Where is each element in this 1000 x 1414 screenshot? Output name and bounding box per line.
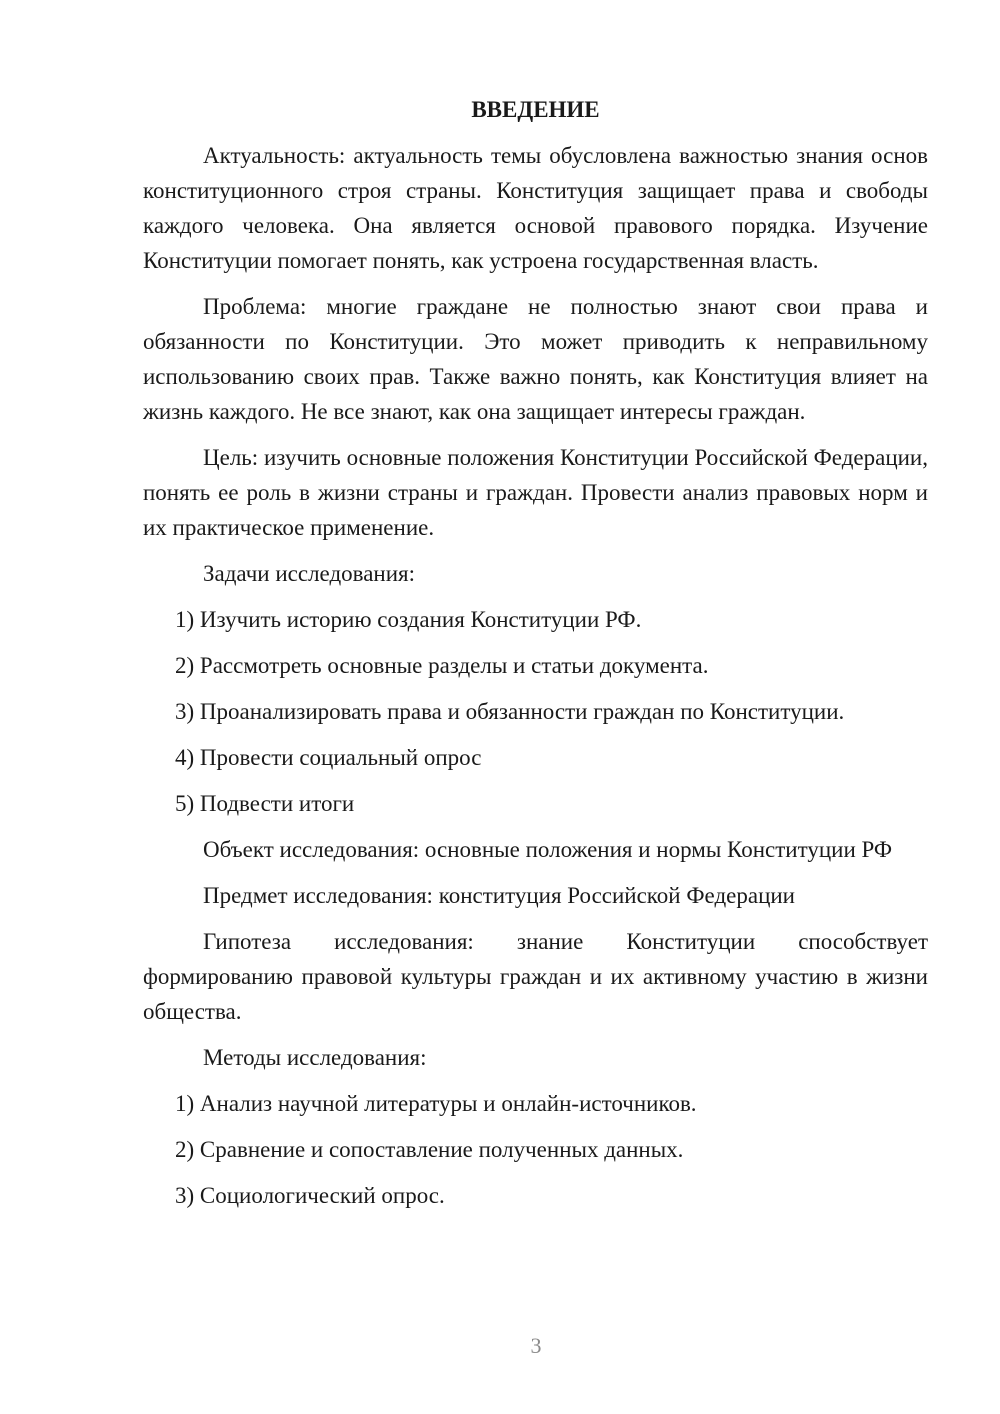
problem-paragraph: Проблема: многие граждане не полностью знают свои права и обязанности по Конституции. Это может приводить к неправильному использованию своих прав. Также важно понять, как Конституция влияет на жизнь каждого. Не все знают, как она защищает интересы граждан. — [143, 294, 928, 424]
object-paragraph: Объект исследования: основные положения и нормы Конституции РФ — [203, 837, 893, 862]
subject-paragraph: Предмет исследования: конституция Российской Федерации — [203, 883, 795, 908]
relevance-paragraph: Актуальность: актуальность темы обусловлена важностью знания основ конституционного строя страны. Конституция защищает права и свободы каждого человека. Она является основой правового порядка. Изучение Конституции помогает понять, как устроена государственная власть. — [143, 143, 928, 273]
methods-list-item: 3) Социологический опрос. — [175, 1183, 445, 1208]
methods-list-item: 2) Сравнение и сопоставление полученных данных. — [175, 1137, 684, 1162]
tasks-heading: Задачи исследования: — [203, 561, 416, 586]
page-number: 3 — [530, 1333, 542, 1358]
page-title: ВВЕДЕНИЕ — [471, 97, 600, 122]
tasks-list-item: 5) Подвести итоги — [175, 791, 355, 816]
page-content — [143, 92, 928, 1224]
tasks-list-item: 3) Проанализировать права и обязанности граждан по Конституции. — [175, 699, 845, 724]
methods-heading: Методы исследования: — [203, 1045, 427, 1070]
goal-paragraph: Цель: изучить основные положения Конституции Российской Федерации, понять ее роль в жизни страны и граждан. Провести анализ правовых норм и их практическое применение. — [143, 445, 928, 540]
tasks-list-item: 1) Изучить историю создания Конституции РФ. — [175, 607, 642, 632]
methods-list-item: 1) Анализ научной литературы и онлайн-источников. — [175, 1091, 697, 1116]
hypothesis-paragraph: Гипотеза исследования: знание Конституции способствует формированию правовой культуры граждан и их активному участию в жизни общества. — [143, 929, 928, 1024]
tasks-list-item: 4) Провести социальный опрос — [175, 745, 482, 770]
tasks-list-item: 2) Рассмотреть основные разделы и статьи документа. — [175, 653, 709, 678]
